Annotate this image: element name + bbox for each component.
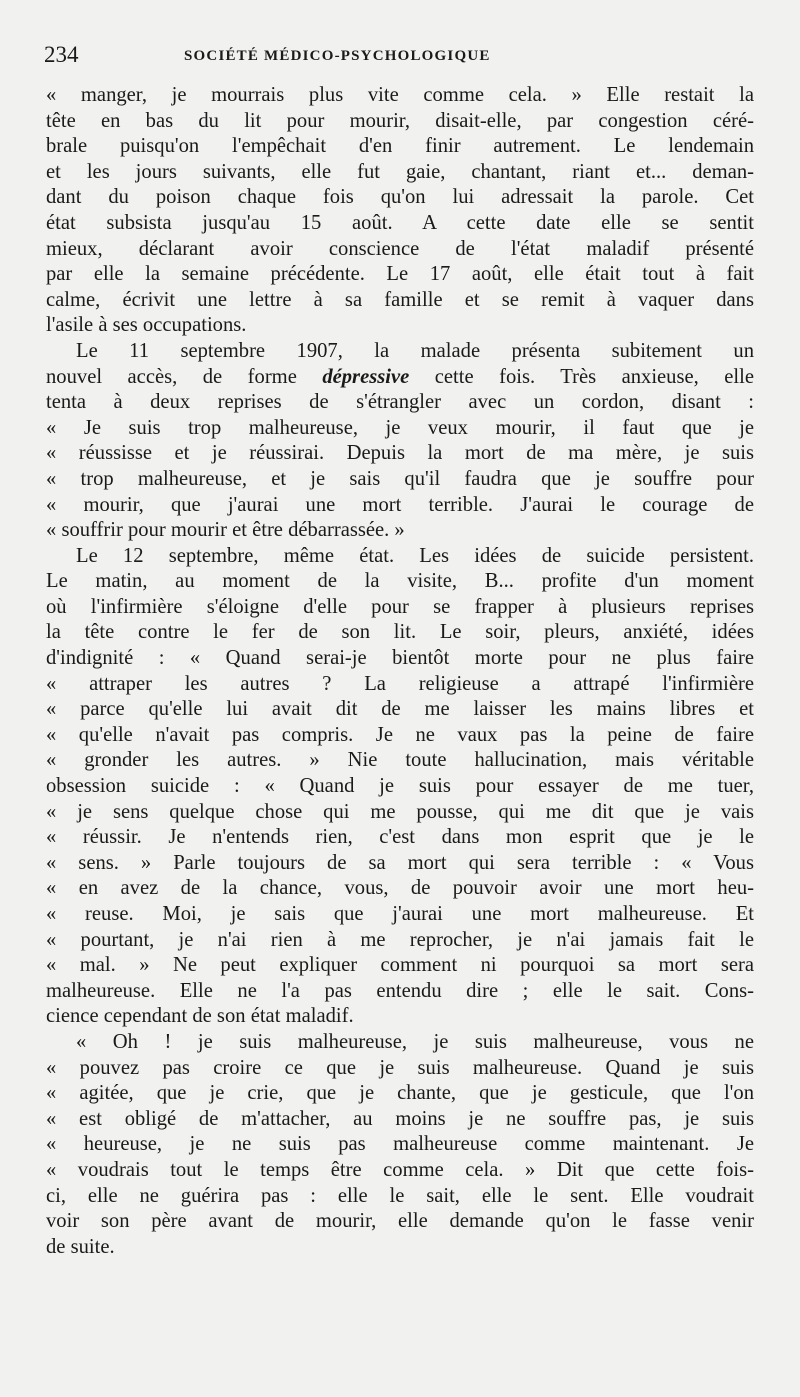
emphasized-word: dépressive [322, 365, 410, 388]
text-line: « est obligé de m'attacher, au moins je ne souffre pas, je suis [46, 1107, 754, 1130]
text-line: Le 11 septembre 1907, la malade présenta subitement un [76, 339, 754, 362]
text-line: « reuse. Moi, je sais que j'aurai une mort malheureuse. Et [46, 903, 754, 925]
text-line: « manger, je mourrais plus vite comme cela. » Elle restait la [46, 84, 754, 106]
text-line: malheureuse. Elle ne l'a pas entendu dire ; elle le sait. Cons- [46, 979, 754, 1002]
text-line: où l'infirmière s'éloigne d'elle pour se frapper à plusieurs reprises [46, 595, 754, 618]
text-line: dant du poison chaque fois qu'on lui adressait la parole. Cet [46, 186, 754, 209]
page-header [44, 42, 756, 72]
text-line: « gronder les autres. » Nie toute hallucination, mais véritable [46, 749, 754, 772]
text-line: « en avez de la chance, vous, de pouvoir avoir une mort heu- [46, 877, 754, 900]
text-line: « Je suis trop malheureuse, je veux mourir, il faut que je [46, 416, 754, 439]
text-line: Le matin, au moment de la visite, B... profite d'un moment [46, 570, 754, 593]
text-line: état subsista jusqu'au 15 août. A cette date elle se sentit [46, 211, 754, 234]
text-segment: nouvel accès, de forme [46, 365, 323, 388]
text-line: « sens. » Parle toujours de sa mort qui sera terrible : « Vous [46, 851, 754, 874]
text-line: voir son père avant de mourir, elle demande qu'on le fasse venir [46, 1210, 754, 1233]
text-line: « pourtant, je n'ai rien à me reprocher, je n'ai jamais fait le [46, 928, 754, 951]
text-line: « pouvez pas croire ce que je suis malheureuse. Quand je suis [46, 1056, 754, 1079]
text-line: « mal. » Ne peut expliquer comment ni pourquoi sa mort sera [46, 954, 754, 977]
text-line: de suite. [46, 1235, 115, 1258]
text-line: tête en bas du lit pour mourir, disait-elle, par congestion céré- [46, 109, 754, 132]
text-line: « agitée, que je crie, que je chante, que je gesticule, que l'on [46, 1082, 754, 1105]
text-line: Le 12 septembre, même état. Les idées de suicide persistent. [76, 544, 754, 567]
text-line: « réussisse et je réussirai. Depuis la mort de ma mère, je suis [46, 442, 754, 465]
text-line: ci, elle ne guérira pas : elle le sait, elle le sent. Elle voudrait [46, 1184, 754, 1207]
text-line: « heureuse, je ne suis pas malheureuse comme maintenant. Je [46, 1133, 754, 1156]
text-line: cience cependant de son état maladif. [46, 1005, 354, 1028]
text-line: brale puisqu'on l'empêchait d'en finir autrement. Le lendemain [46, 135, 754, 158]
text-line: la tête contre le fer de son lit. Le soir, pleurs, anxiété, idées [46, 621, 754, 644]
text-line: et les jours suivants, elle fut gaie, chantant, riant et... deman- [46, 160, 754, 183]
text-line: « qu'elle n'avait pas compris. Je ne vaux pas la peine de faire [46, 723, 754, 746]
body-text [46, 83, 754, 1260]
text-line: « mourir, que j'aurai une mort terrible. J'aurai le courage de [46, 493, 754, 516]
text-line: « je sens quelque chose qui me pousse, qui me dit que je vais [46, 800, 754, 823]
text-line: mieux, déclarant avoir conscience de l'état maladif présenté [46, 237, 754, 260]
text-segment: cette fois. Très anxieuse, elle [409, 365, 754, 388]
text-line: « parce qu'elle lui avait dit de me laisser les mains libres et [46, 698, 754, 721]
text-line: calme, écrivit une lettre à sa famille et se remit à vaquer dans [46, 288, 754, 311]
page-number: 234 [44, 42, 79, 67]
text-line: « réussir. Je n'entends rien, c'est dans mon esprit que je le [46, 826, 754, 849]
text-line: obsession suicide : « Quand je suis pour essayer de me tuer, [46, 775, 754, 798]
text-line [46, 365, 754, 391]
text-line: par elle la semaine précédente. Le 17 août, elle était tout à fait [46, 263, 754, 286]
text-line: l'asile à ses occupations. [46, 314, 247, 337]
text-line: « Oh ! je suis malheureuse, je suis malheureuse, vous ne [76, 1030, 754, 1053]
running-head: SOCIÉTÉ MÉDICO-PSYCHOLOGIQUE [184, 48, 491, 64]
text-line: d'indignité : « Quand serai-je bientôt morte pour ne plus faire [46, 647, 754, 670]
text-line: « souffrir pour mourir et être débarrassée. » [46, 519, 405, 542]
text-line: « voudrais tout le temps être comme cela. » Dit que cette fois- [46, 1158, 754, 1181]
text-line: tenta à deux reprises de s'étrangler avec un cordon, disant : [46, 391, 754, 414]
text-line: « trop malheureuse, et je sais qu'il faudra que je souffre pour [46, 467, 754, 490]
text-line: « attraper les autres ? La religieuse a attrapé l'infirmière [46, 672, 754, 695]
